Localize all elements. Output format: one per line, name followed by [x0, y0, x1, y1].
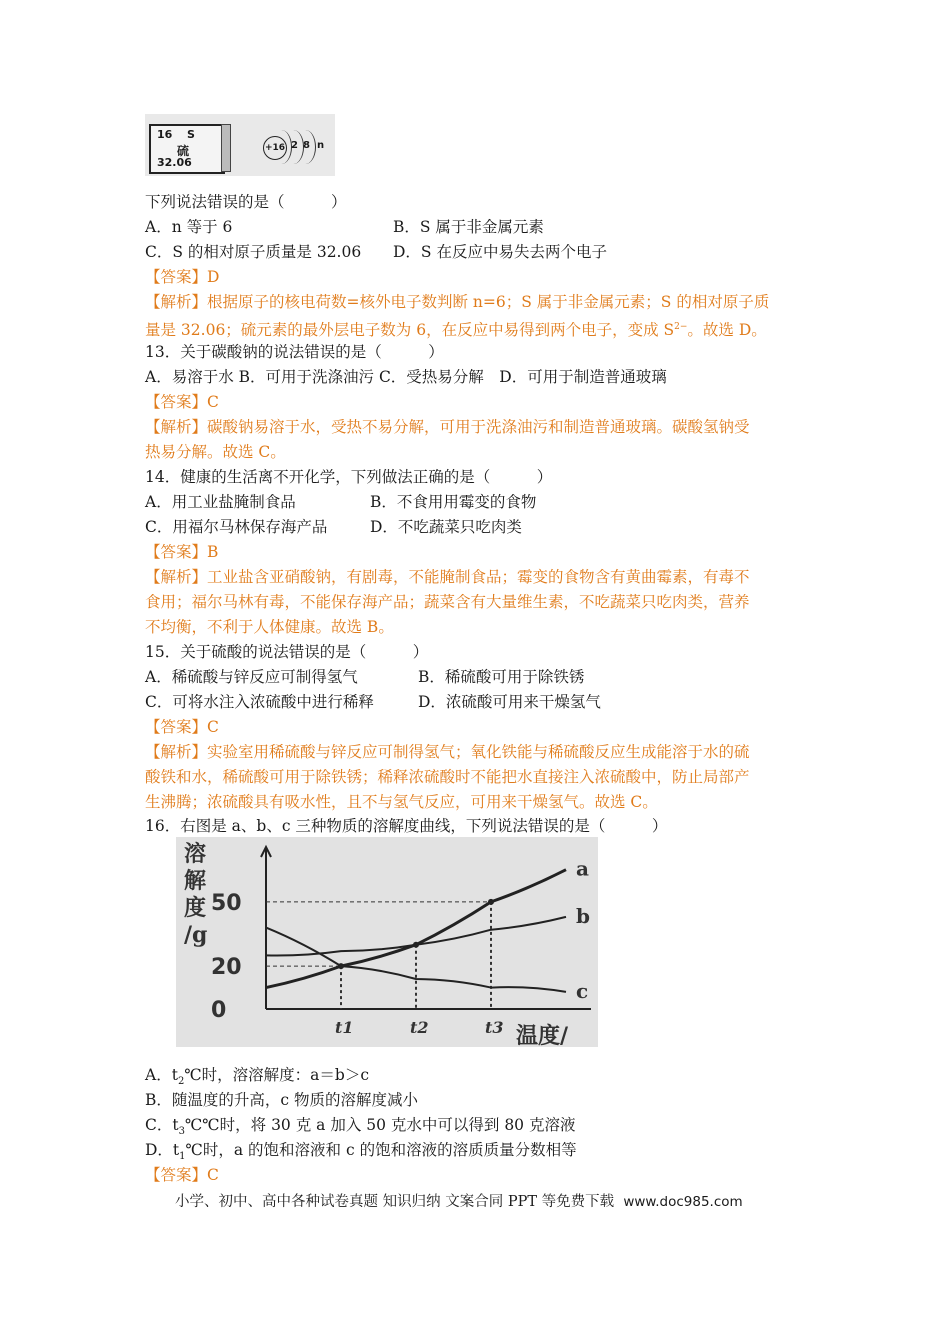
y-axis-label-char: 溶 — [184, 841, 207, 867]
q12-option-d: D．S 在反应中易失去两个电子 — [393, 243, 607, 261]
q16-option-d-sub: 1 — [179, 1151, 186, 1163]
q16-option-c-sub: 3 — [178, 1126, 185, 1138]
q16-answer: 【答案】C — [145, 1166, 219, 1184]
curve-label-a: a — [576, 856, 589, 881]
x-tick-label: t1 — [335, 1018, 354, 1037]
element-name: 硫 — [177, 144, 190, 158]
q14-analysis-line1: 【解析】工业盐含亚硝酸钠，有剧毒，不能腌制食品；霉变的食物含有黄曲霉素，有毒不 — [145, 568, 750, 586]
q13-options: A．易溶于水 B．可用于洗涤油污 C．受热易分解 D．可用于制造普通玻璃 — [145, 368, 667, 386]
q12-analysis-text: 量是 32.06；硫元素的最外层电子数为 6，在反应中易得到两个电子，变成 S — [145, 321, 675, 340]
q16-option-d-prefix: D．t — [145, 1141, 180, 1159]
cell-shadow — [221, 124, 231, 172]
q13-analysis-line2: 热易分解。故选 C。 — [145, 443, 286, 461]
q15-option-a: A．稀硫酸与锌反应可制得氢气 — [145, 668, 358, 686]
q12-analysis-end: 。故选 D。 — [687, 321, 767, 340]
q12-option-c: C．S 的相对原子质量是 32.06 — [145, 243, 362, 261]
q15-option-c: C．可将水注入浓硫酸中进行稀释 — [145, 693, 374, 711]
q15-analysis-line3: 生沸腾；浓硫酸具有吸水性，且不与氢气反应，可用来干燥氢气。故选 C。 — [145, 793, 658, 811]
q16-option-d-text: ℃时，a 的饱和溶液和 c 的饱和溶液的溶质质量分数相等 — [185, 1141, 577, 1159]
curve-label-c: c — [576, 978, 589, 1003]
q13-answer: 【答案】C — [145, 393, 219, 411]
q13-stem: 13．关于碳酸钠的说法错误的是（ ） — [145, 343, 444, 361]
intersection-point — [413, 942, 419, 948]
q14-analysis-line3: 不均衡，不利于人体健康。故选 B。 — [145, 618, 394, 636]
q12-option-b: B．S 属于非金属元素 — [393, 218, 544, 236]
q16-option-a-text: ℃时，溶溶解度：a＝b＞c — [184, 1066, 369, 1084]
q14-answer: 【答案】B — [145, 543, 219, 561]
y-axis-label-char: /g — [184, 922, 208, 948]
q12-analysis-line2 — [145, 315, 767, 342]
solubility-chart — [176, 837, 598, 1047]
footer-url[interactable]: www.doc985.com — [623, 1194, 743, 1210]
footer — [175, 1190, 743, 1211]
q14-option-c: C．用福尔马林保存海产品 — [145, 518, 328, 536]
q16-option-a-sub: 2 — [177, 1076, 185, 1088]
q14-stem: 14．健康的生活离不开化学，下列做法正确的是（ ） — [145, 468, 553, 486]
curve-label-b: b — [576, 903, 590, 928]
solubility-chart-svg — [176, 837, 598, 1047]
x-tick-label: t2 — [410, 1018, 429, 1037]
q12-stem: 下列说法错误的是（ ） — [145, 193, 347, 211]
periodic-table-cell — [149, 124, 225, 174]
atomic-mass: 32.06 — [157, 156, 192, 169]
q13-analysis-line1: 【解析】碳酸钠易溶于水，受热不易分解，可用于洗涤油污和制造普通玻璃。碳酸氢钠受 — [145, 418, 750, 436]
q14-option-b: B．不食用用霉变的食物 — [370, 493, 537, 511]
shell-electrons-1: 2 — [291, 140, 298, 151]
q12-analysis-line1: 【解析】根据原子的核电荷数=核外电子数判断 n=6；S 属于非金属元素；S 的相对原子质 — [145, 293, 770, 311]
footer-text: 小学、初中、高中各种试卷真题 知识归纳 文案合同 PPT 等免费下载 — [175, 1194, 615, 1210]
intersection-point — [488, 899, 494, 905]
q15-option-d: D．浓硫酸可用来干燥氢气 — [418, 693, 601, 711]
shell-electrons-3: n — [317, 140, 325, 151]
element-symbol: S — [187, 128, 195, 141]
atom-structure-diagram — [261, 130, 331, 166]
q15-analysis-line2: 酸铁和水，稀硫酸可用于除铁锈；稀释浓硫酸时不能把水直接注入浓硫酸中，防止局部产 — [145, 768, 750, 786]
q14-option-d: D．不吃蔬菜只吃肉类 — [370, 518, 522, 536]
atomic-number: 16 — [157, 128, 173, 141]
shell-electrons-2: 8 — [303, 140, 310, 151]
y-tick-label: 50 — [211, 890, 242, 916]
q12-answer: 【答案】D — [145, 268, 220, 286]
q14-analysis-line2: 食用；福尔马林有毒，不能保存海产品；蔬菜含有大量维生素，不吃蔬菜只吃肉类，营养 — [145, 593, 750, 611]
y-tick-label: 0 — [211, 998, 227, 1023]
y-tick-label: 20 — [211, 955, 242, 981]
nucleus: +16 — [263, 136, 287, 160]
q14-option-a: A．用工业盐腌制食品 — [145, 493, 296, 511]
q12-option-a: A．n 等于 6 — [145, 218, 233, 236]
q15-option-b: B．稀硫酸可用于除铁锈 — [418, 668, 585, 686]
q15-stem: 15．关于硫酸的说法错误的是（ ） — [145, 643, 429, 661]
sulfur-element-figure — [145, 114, 335, 176]
x-axis-label: 温度/ — [516, 1023, 569, 1047]
y-axis-label-char: 度 — [184, 895, 207, 921]
q16-option-c-prefix: C．t — [145, 1116, 179, 1134]
q16-option-c-text: ℃℃时，将 30 克 a 加入 50 克水中可以得到 80 克溶液 — [184, 1116, 576, 1134]
q15-answer: 【答案】C — [145, 718, 219, 736]
y-axis-label-char: 解 — [184, 868, 207, 894]
q15-analysis-line1: 【解析】实验室用稀硫酸与锌反应可制得氢气；氧化铁能与稀硫酸反应生成能溶于水的硫 — [145, 743, 750, 761]
x-tick-label: t3 — [485, 1018, 504, 1037]
q16-stem: 16．右图是 a、b、c 三种物质的溶解度曲线，下列说法错误的是（ ） — [145, 817, 668, 835]
intersection-point — [338, 963, 344, 969]
q16-option-b: B．随温度的升高，c 物质的溶解度减小 — [145, 1091, 418, 1109]
sulfide-charge: 2− — [674, 322, 688, 332]
q16-option-a-prefix: A．t — [145, 1066, 178, 1084]
